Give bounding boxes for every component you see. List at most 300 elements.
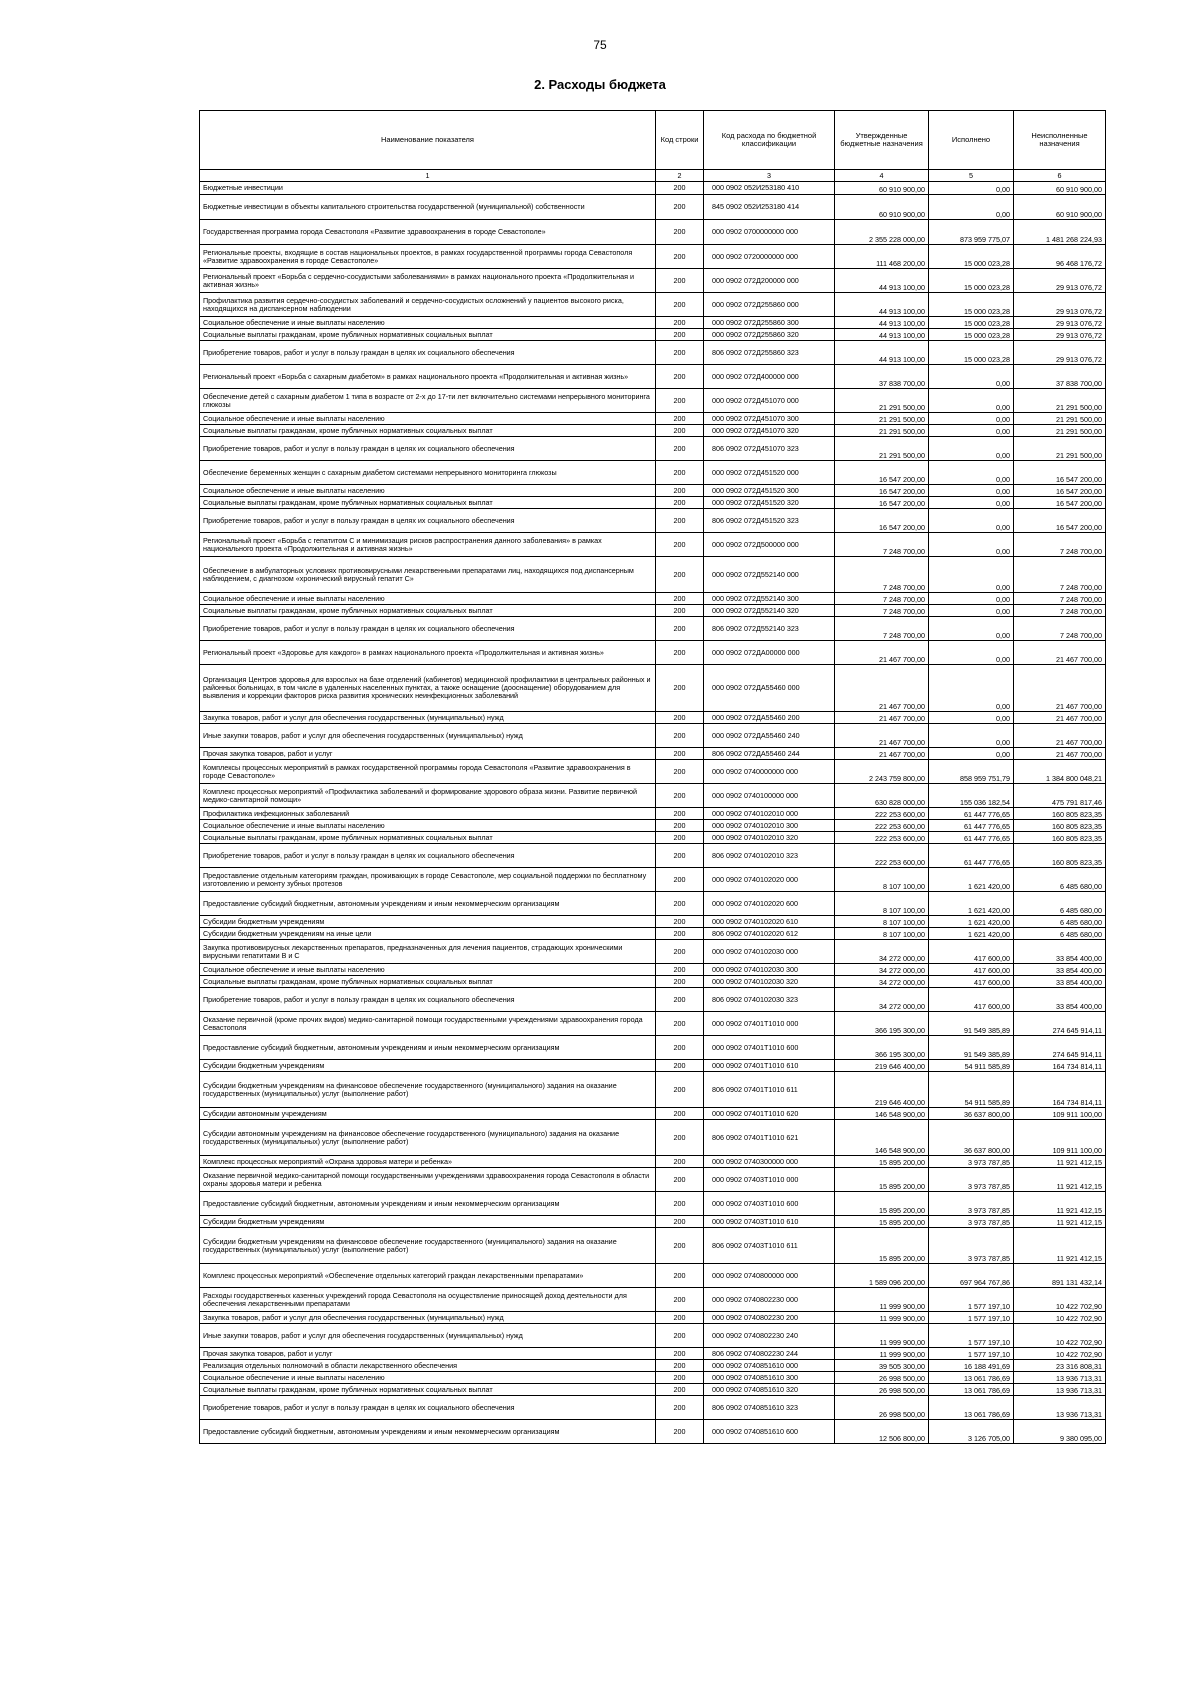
table-row xyxy=(200,832,1106,844)
row-executed: 155 036 182,54 xyxy=(929,784,1014,808)
row-name: Предоставление субсидий бюджетным, автономным учреждениям и иным некоммерческим организациям xyxy=(200,1192,656,1216)
row-approved: 16 547 200,00 xyxy=(835,485,929,497)
row-kbk: 806 0902 072Д552140 323 xyxy=(704,617,835,641)
row-kbk: 000 0902 07401Т1010 600 xyxy=(704,1036,835,1060)
row-kbk: 000 0902 0740102010 000 xyxy=(704,808,835,820)
table-row xyxy=(200,844,1106,868)
row-unexecuted: 23 316 808,31 xyxy=(1014,1360,1106,1372)
row-approved: 222 253 600,00 xyxy=(835,808,929,820)
row-approved: 34 272 000,00 xyxy=(835,964,929,976)
row-unexecuted: 13 936 713,31 xyxy=(1014,1384,1106,1396)
row-name: Приобретение товаров, работ и услуг в пользу граждан в целях их социального обеспечения xyxy=(200,988,656,1012)
row-unexecuted: 21 291 500,00 xyxy=(1014,425,1106,437)
row-kbk: 000 0902 072Д200000 000 xyxy=(704,269,835,293)
row-name: Обеспечение в амбулаторных условиях противовирусными лекарственными препаратами лиц, находящихся под диспансерным наблюдением, с диагнозом «хронический вирусный гепатит С» xyxy=(200,557,656,593)
table-row xyxy=(200,1228,1106,1264)
row-kbk: 806 0902 0740851610 323 xyxy=(704,1396,835,1420)
table-row xyxy=(200,928,1106,940)
row-approved: 15 895 200,00 xyxy=(835,1216,929,1228)
row-code: 200 xyxy=(656,293,704,317)
row-executed: 0,00 xyxy=(929,665,1014,712)
row-approved: 16 547 200,00 xyxy=(835,461,929,485)
row-kbk: 806 0902 072Д255860 323 xyxy=(704,341,835,365)
header-unexecuted: Неисполненные назначения xyxy=(1014,111,1106,170)
row-executed: 13 061 786,69 xyxy=(929,1372,1014,1384)
row-kbk: 000 0902 0740102030 300 xyxy=(704,964,835,976)
row-kbk: 000 0902 072Д451070 300 xyxy=(704,413,835,425)
row-code: 200 xyxy=(656,1120,704,1156)
row-name: Субсидии автономным учреждениям на финансовое обеспечение государственного (муниципального) задания на оказание государственных (муниципальных) услуг (выполнение работ) xyxy=(200,1120,656,1156)
row-unexecuted: 16 547 200,00 xyxy=(1014,461,1106,485)
row-unexecuted: 33 854 400,00 xyxy=(1014,988,1106,1012)
row-code: 200 xyxy=(656,1036,704,1060)
row-approved: 7 248 700,00 xyxy=(835,617,929,641)
table-row xyxy=(200,1192,1106,1216)
row-unexecuted: 160 805 823,35 xyxy=(1014,820,1106,832)
row-approved: 219 646 400,00 xyxy=(835,1072,929,1108)
table-row xyxy=(200,1264,1106,1288)
row-executed: 15 000 023,28 xyxy=(929,341,1014,365)
row-executed: 1 621 420,00 xyxy=(929,928,1014,940)
row-code: 200 xyxy=(656,641,704,665)
row-approved: 222 253 600,00 xyxy=(835,820,929,832)
row-kbk: 845 0902 052И253180 414 xyxy=(704,195,835,220)
row-code: 200 xyxy=(656,976,704,988)
row-unexecuted: 164 734 814,11 xyxy=(1014,1060,1106,1072)
row-kbk: 000 0902 072Д500000 000 xyxy=(704,533,835,557)
row-code: 200 xyxy=(656,509,704,533)
row-unexecuted: 6 485 680,00 xyxy=(1014,928,1106,940)
table-row xyxy=(200,1072,1106,1108)
row-executed: 91 549 385,89 xyxy=(929,1036,1014,1060)
row-unexecuted: 13 936 713,31 xyxy=(1014,1396,1106,1420)
row-unexecuted: 10 422 702,90 xyxy=(1014,1348,1106,1360)
row-unexecuted: 21 467 700,00 xyxy=(1014,641,1106,665)
row-unexecuted: 16 547 200,00 xyxy=(1014,497,1106,509)
row-code: 200 xyxy=(656,413,704,425)
table-row xyxy=(200,1216,1106,1228)
row-executed: 3 973 787,85 xyxy=(929,1216,1014,1228)
table-row xyxy=(200,1348,1106,1360)
row-kbk: 000 0902 0740100000 000 xyxy=(704,784,835,808)
row-kbk: 000 0902 072Д451520 000 xyxy=(704,461,835,485)
row-approved: 222 253 600,00 xyxy=(835,844,929,868)
row-unexecuted: 9 380 095,00 xyxy=(1014,1420,1106,1444)
row-name: Прочая закупка товаров, работ и услуг xyxy=(200,1348,656,1360)
row-unexecuted: 109 911 100,00 xyxy=(1014,1120,1106,1156)
row-executed: 0,00 xyxy=(929,365,1014,389)
row-name: Социальное обеспечение и иные выплаты населению xyxy=(200,317,656,329)
row-approved: 219 646 400,00 xyxy=(835,1060,929,1072)
row-kbk: 000 0902 072Д552140 000 xyxy=(704,557,835,593)
row-kbk: 000 0902 0740851610 320 xyxy=(704,1384,835,1396)
table-row xyxy=(200,760,1106,784)
table-row xyxy=(200,605,1106,617)
row-kbk: 806 0902 072Д451070 323 xyxy=(704,437,835,461)
row-kbk: 000 0902 072Д451070 320 xyxy=(704,425,835,437)
row-code: 200 xyxy=(656,1360,704,1372)
row-executed: 61 447 776,65 xyxy=(929,832,1014,844)
row-unexecuted: 7 248 700,00 xyxy=(1014,605,1106,617)
row-executed: 0,00 xyxy=(929,485,1014,497)
row-code: 200 xyxy=(656,1324,704,1348)
row-name: Субсидии бюджетным учреждениям на иные цели xyxy=(200,928,656,940)
row-approved: 2 243 759 800,00 xyxy=(835,760,929,784)
row-code: 200 xyxy=(656,784,704,808)
row-executed: 0,00 xyxy=(929,748,1014,760)
row-executed: 15 000 023,28 xyxy=(929,245,1014,269)
row-executed: 61 447 776,65 xyxy=(929,844,1014,868)
table-row xyxy=(200,1420,1106,1444)
row-approved: 12 506 800,00 xyxy=(835,1420,929,1444)
table-row xyxy=(200,365,1106,389)
table-row xyxy=(200,1324,1106,1348)
row-kbk: 000 0902 07403Т1010 610 xyxy=(704,1216,835,1228)
row-approved: 111 468 200,00 xyxy=(835,245,929,269)
row-name: Социальные выплаты гражданам, кроме публичных нормативных социальных выплат xyxy=(200,605,656,617)
row-name: Приобретение товаров, работ и услуг в пользу граждан в целях их социального обеспечения xyxy=(200,437,656,461)
column-number: 5 xyxy=(929,170,1014,182)
row-name: Закупка противовирусных лекарственных препаратов, предназначенных для лечения пациентов, страдающих хроническими вирусными гепатитами В и С xyxy=(200,940,656,964)
row-code: 200 xyxy=(656,1228,704,1264)
row-code: 200 xyxy=(656,1216,704,1228)
row-approved: 630 828 000,00 xyxy=(835,784,929,808)
row-unexecuted: 11 921 412,15 xyxy=(1014,1168,1106,1192)
row-code: 200 xyxy=(656,1072,704,1108)
row-executed: 0,00 xyxy=(929,533,1014,557)
row-unexecuted: 11 921 412,15 xyxy=(1014,1192,1106,1216)
row-name: Региональный проект «Борьба с сердечно-сосудистыми заболеваниями» в рамках национального проекта «Продолжительная и активная жизнь» xyxy=(200,269,656,293)
row-unexecuted: 475 791 817,46 xyxy=(1014,784,1106,808)
table-row xyxy=(200,195,1106,220)
row-name: Реализация отдельных полномочий в области лекарственного обеспечения xyxy=(200,1360,656,1372)
row-name: Субсидии бюджетным учреждениям на финансовое обеспечение государственного (муниципального) задания на оказание государственных (муниципальных) услуг (выполнение работ) xyxy=(200,1228,656,1264)
row-name: Социальные выплаты гражданам, кроме публичных нормативных социальных выплат xyxy=(200,497,656,509)
row-approved: 8 107 100,00 xyxy=(835,916,929,928)
row-kbk: 806 0902 0740102030 323 xyxy=(704,988,835,1012)
row-approved: 146 548 900,00 xyxy=(835,1120,929,1156)
row-approved: 44 913 100,00 xyxy=(835,293,929,317)
row-approved: 21 291 500,00 xyxy=(835,437,929,461)
row-approved: 16 547 200,00 xyxy=(835,509,929,533)
table-row xyxy=(200,329,1106,341)
row-unexecuted: 29 913 076,72 xyxy=(1014,293,1106,317)
row-code: 200 xyxy=(656,1288,704,1312)
row-unexecuted: 29 913 076,72 xyxy=(1014,329,1106,341)
row-approved: 2 355 228 000,00 xyxy=(835,220,929,245)
row-code: 200 xyxy=(656,1156,704,1168)
column-number: 6 xyxy=(1014,170,1106,182)
row-approved: 15 895 200,00 xyxy=(835,1156,929,1168)
row-name: Приобретение товаров, работ и услуг в пользу граждан в целях их социального обеспечения xyxy=(200,1396,656,1420)
table-row xyxy=(200,665,1106,712)
row-unexecuted: 21 467 700,00 xyxy=(1014,665,1106,712)
table-row xyxy=(200,497,1106,509)
table-row xyxy=(200,245,1106,269)
row-name: Комплексы процессных мероприятий в рамках государственной программы города Севастополя «Развитие здравоохранения в городе Севастополе» xyxy=(200,760,656,784)
row-kbk: 000 0902 07401Т1010 000 xyxy=(704,1012,835,1036)
row-code: 200 xyxy=(656,485,704,497)
table-header-row xyxy=(200,111,1106,170)
row-unexecuted: 11 921 412,15 xyxy=(1014,1156,1106,1168)
row-name: Субсидии бюджетным учреждениям xyxy=(200,1216,656,1228)
row-executed: 0,00 xyxy=(929,593,1014,605)
row-approved: 44 913 100,00 xyxy=(835,341,929,365)
row-code: 200 xyxy=(656,220,704,245)
row-executed: 0,00 xyxy=(929,724,1014,748)
row-executed: 15 000 023,28 xyxy=(929,269,1014,293)
row-approved: 8 107 100,00 xyxy=(835,892,929,916)
row-code: 200 xyxy=(656,329,704,341)
row-code: 200 xyxy=(656,844,704,868)
row-name: Предоставление субсидий бюджетным, автономным учреждениям и иным некоммерческим организациям xyxy=(200,1036,656,1060)
row-name: Социальные выплаты гражданам, кроме публичных нормативных социальных выплат xyxy=(200,1384,656,1396)
table-row xyxy=(200,533,1106,557)
row-unexecuted: 109 911 100,00 xyxy=(1014,1108,1106,1120)
row-executed: 1 621 420,00 xyxy=(929,868,1014,892)
row-approved: 7 248 700,00 xyxy=(835,557,929,593)
row-name: Субсидии бюджетным учреждениям xyxy=(200,1060,656,1072)
row-unexecuted: 16 547 200,00 xyxy=(1014,485,1106,497)
table-row xyxy=(200,641,1106,665)
row-code: 200 xyxy=(656,712,704,724)
row-kbk: 000 0902 0720000000 000 xyxy=(704,245,835,269)
row-approved: 26 998 500,00 xyxy=(835,1396,929,1420)
row-executed: 417 600,00 xyxy=(929,976,1014,988)
row-name: Субсидии автономным учреждениям xyxy=(200,1108,656,1120)
row-executed: 3 973 787,85 xyxy=(929,1168,1014,1192)
row-name: Комплекс процессных мероприятий «Обеспечение отдельных категорий граждан лекарственными препаратами» xyxy=(200,1264,656,1288)
row-code: 200 xyxy=(656,665,704,712)
column-number: 4 xyxy=(835,170,929,182)
row-code: 200 xyxy=(656,365,704,389)
table-row xyxy=(200,425,1106,437)
row-executed: 0,00 xyxy=(929,413,1014,425)
row-approved: 21 291 500,00 xyxy=(835,389,929,413)
row-executed: 697 964 767,86 xyxy=(929,1264,1014,1288)
row-executed: 1 621 420,00 xyxy=(929,916,1014,928)
row-approved: 44 913 100,00 xyxy=(835,269,929,293)
table-row xyxy=(200,461,1106,485)
row-unexecuted: 160 805 823,35 xyxy=(1014,844,1106,868)
row-unexecuted: 1 384 800 048,21 xyxy=(1014,760,1106,784)
row-unexecuted: 7 248 700,00 xyxy=(1014,557,1106,593)
table-row xyxy=(200,1036,1106,1060)
row-executed: 15 000 023,28 xyxy=(929,329,1014,341)
header-kbk: Код расхода по бюджетной классификации xyxy=(704,111,835,170)
table-row xyxy=(200,1312,1106,1324)
table-body xyxy=(200,182,1106,1444)
row-name: Региональный проект «Борьба с гепатитом С и минимизация рисков распространения данного заболевания» в рамках национального проекта «Продолжительная и активная жизнь» xyxy=(200,533,656,557)
row-kbk: 000 0902 07401Т1010 620 xyxy=(704,1108,835,1120)
row-executed: 858 959 751,79 xyxy=(929,760,1014,784)
row-executed: 13 061 786,69 xyxy=(929,1384,1014,1396)
row-name: Комплекс процессных мероприятий «Охрана здоровья матери и ребенка» xyxy=(200,1156,656,1168)
row-code: 200 xyxy=(656,916,704,928)
row-kbk: 000 0902 072Д255860 320 xyxy=(704,329,835,341)
row-executed: 1 577 197,10 xyxy=(929,1348,1014,1360)
row-kbk: 806 0902 072Д451520 323 xyxy=(704,509,835,533)
table-row xyxy=(200,317,1106,329)
row-code: 200 xyxy=(656,964,704,976)
row-name: Комплекс процессных мероприятий «Профилактика заболеваний и формирование здорового образа жизни. Развитие первичной медико-санитарной помощи» xyxy=(200,784,656,808)
table-row xyxy=(200,784,1106,808)
row-approved: 146 548 900,00 xyxy=(835,1108,929,1120)
row-name: Социальное обеспечение и иные выплаты населению xyxy=(200,485,656,497)
row-kbk: 000 0902 0740102020 610 xyxy=(704,916,835,928)
row-unexecuted: 60 910 900,00 xyxy=(1014,195,1106,220)
row-approved: 21 467 700,00 xyxy=(835,665,929,712)
row-kbk: 000 0902 0740102010 320 xyxy=(704,832,835,844)
row-kbk: 000 0902 072Д552140 300 xyxy=(704,593,835,605)
row-kbk: 806 0902 07401Т1010 611 xyxy=(704,1072,835,1108)
row-approved: 26 998 500,00 xyxy=(835,1384,929,1396)
row-code: 200 xyxy=(656,605,704,617)
row-executed: 1 577 197,10 xyxy=(929,1324,1014,1348)
row-approved: 60 910 900,00 xyxy=(835,182,929,195)
row-name: Оказание первичной (кроме прочих видов) медико-санитарной помощи государственными учреждениями здравоохранения города Севастополя xyxy=(200,1012,656,1036)
row-kbk: 806 0902 0740102010 323 xyxy=(704,844,835,868)
row-code: 200 xyxy=(656,940,704,964)
row-unexecuted: 60 910 900,00 xyxy=(1014,182,1106,195)
row-unexecuted: 21 467 700,00 xyxy=(1014,712,1106,724)
table-row xyxy=(200,808,1106,820)
table-row xyxy=(200,820,1106,832)
row-code: 200 xyxy=(656,988,704,1012)
row-approved: 15 895 200,00 xyxy=(835,1168,929,1192)
row-name: Приобретение товаров, работ и услуг в пользу граждан в целях их социального обеспечения xyxy=(200,509,656,533)
row-unexecuted: 21 467 700,00 xyxy=(1014,724,1106,748)
row-name: Социальные выплаты гражданам, кроме публичных нормативных социальных выплат xyxy=(200,329,656,341)
row-code: 200 xyxy=(656,617,704,641)
table-row xyxy=(200,976,1106,988)
header-name: Наименование показателя xyxy=(200,111,656,170)
row-approved: 11 999 900,00 xyxy=(835,1324,929,1348)
row-approved: 8 107 100,00 xyxy=(835,928,929,940)
row-executed: 873 959 775,07 xyxy=(929,220,1014,245)
row-unexecuted: 16 547 200,00 xyxy=(1014,509,1106,533)
budget-expenses-table xyxy=(199,110,1106,1444)
row-kbk: 000 0902 072ДА55460 200 xyxy=(704,712,835,724)
row-approved: 21 467 700,00 xyxy=(835,748,929,760)
row-kbk: 000 0902 0740102030 000 xyxy=(704,940,835,964)
row-approved: 21 467 700,00 xyxy=(835,712,929,724)
row-executed: 0,00 xyxy=(929,617,1014,641)
row-name: Профилактика развития сердечно-сосудистых заболеваний и сердечно-сосудистых осложнений у пациентов высокого риска, находящихся на диспансерном наблюдении xyxy=(200,293,656,317)
row-executed: 0,00 xyxy=(929,605,1014,617)
row-kbk: 000 0902 0740102030 320 xyxy=(704,976,835,988)
row-executed: 1 577 197,10 xyxy=(929,1312,1014,1324)
row-code: 200 xyxy=(656,1168,704,1192)
row-executed: 0,00 xyxy=(929,461,1014,485)
row-code: 200 xyxy=(656,832,704,844)
row-name: Социальное обеспечение и иные выплаты населению xyxy=(200,593,656,605)
table-row xyxy=(200,413,1106,425)
row-unexecuted: 29 913 076,72 xyxy=(1014,341,1106,365)
column-number: 1 xyxy=(200,170,656,182)
row-name: Приобретение товаров, работ и услуг в пользу граждан в целях их социального обеспечения xyxy=(200,341,656,365)
row-executed: 417 600,00 xyxy=(929,940,1014,964)
row-name: Региональные проекты, входящие в состав национальных проектов, в рамках государственной программы города Севастополя «Развитие здравоохранения в городе Севастополе» xyxy=(200,245,656,269)
column-number: 2 xyxy=(656,170,704,182)
table-row xyxy=(200,1012,1106,1036)
row-unexecuted: 11 921 412,15 xyxy=(1014,1228,1106,1264)
row-name: Иные закупки товаров, работ и услуг для обеспечения государственных (муниципальных) нужд xyxy=(200,1324,656,1348)
row-unexecuted: 33 854 400,00 xyxy=(1014,964,1106,976)
row-name: Обеспечение беременных женщин с сахарным диабетом системами непрерывного мониторинга глюкозы xyxy=(200,461,656,485)
row-unexecuted: 274 645 914,11 xyxy=(1014,1036,1106,1060)
table-row xyxy=(200,940,1106,964)
row-approved: 11 999 900,00 xyxy=(835,1288,929,1312)
row-name: Социальное обеспечение и иные выплаты населению xyxy=(200,820,656,832)
row-approved: 7 248 700,00 xyxy=(835,533,929,557)
row-unexecuted: 11 921 412,15 xyxy=(1014,1216,1106,1228)
row-name: Предоставление субсидий бюджетным, автономным учреждениям и иным некоммерческим организациям xyxy=(200,1420,656,1444)
table-row xyxy=(200,712,1106,724)
table-row xyxy=(200,593,1106,605)
row-code: 200 xyxy=(656,820,704,832)
row-unexecuted: 29 913 076,72 xyxy=(1014,317,1106,329)
table-row xyxy=(200,182,1106,195)
row-executed: 0,00 xyxy=(929,557,1014,593)
row-code: 200 xyxy=(656,928,704,940)
row-executed: 36 637 800,00 xyxy=(929,1120,1014,1156)
row-name: Обеспечение детей с сахарным диабетом 1 типа в возрасте от 2-х до 17-ти лет включительно системами непрерывного мониторинга глюкозы xyxy=(200,389,656,413)
page-number: 75 xyxy=(593,38,607,52)
row-approved: 8 107 100,00 xyxy=(835,868,929,892)
row-approved: 21 467 700,00 xyxy=(835,724,929,748)
row-code: 200 xyxy=(656,593,704,605)
row-unexecuted: 7 248 700,00 xyxy=(1014,593,1106,605)
row-kbk: 000 0902 0740802230 000 xyxy=(704,1288,835,1312)
row-unexecuted: 10 422 702,90 xyxy=(1014,1288,1106,1312)
row-code: 200 xyxy=(656,1372,704,1384)
row-name: Иные закупки товаров, работ и услуг для обеспечения государственных (муниципальных) нужд xyxy=(200,724,656,748)
row-approved: 44 913 100,00 xyxy=(835,317,929,329)
row-code: 200 xyxy=(656,1264,704,1288)
row-kbk: 806 0902 0740802230 244 xyxy=(704,1348,835,1360)
row-unexecuted: 6 485 680,00 xyxy=(1014,916,1106,928)
row-code: 200 xyxy=(656,557,704,593)
row-executed: 0,00 xyxy=(929,641,1014,665)
table-row xyxy=(200,1108,1106,1120)
row-name: Региональный проект «Борьба с сахарным диабетом» в рамках национального проекта «Продолжительная и активная жизнь» xyxy=(200,365,656,389)
row-code: 200 xyxy=(656,317,704,329)
row-kbk: 806 0902 0740102020 612 xyxy=(704,928,835,940)
row-unexecuted: 33 854 400,00 xyxy=(1014,940,1106,964)
row-executed: 0,00 xyxy=(929,712,1014,724)
row-code: 200 xyxy=(656,724,704,748)
row-name: Субсидии бюджетным учреждениям на финансовое обеспечение государственного (муниципального) задания на оказание государственных (муниципальных) услуг (выполнение работ) xyxy=(200,1072,656,1108)
row-executed: 0,00 xyxy=(929,509,1014,533)
row-kbk: 000 0902 0740102020 600 xyxy=(704,892,835,916)
row-kbk: 000 0902 052И253180 410 xyxy=(704,182,835,195)
row-unexecuted: 21 291 500,00 xyxy=(1014,413,1106,425)
row-approved: 366 195 300,00 xyxy=(835,1012,929,1036)
row-code: 200 xyxy=(656,245,704,269)
row-code: 200 xyxy=(656,1396,704,1420)
row-unexecuted: 29 913 076,72 xyxy=(1014,269,1106,293)
row-unexecuted: 7 248 700,00 xyxy=(1014,533,1106,557)
row-unexecuted: 160 805 823,35 xyxy=(1014,832,1106,844)
row-code: 200 xyxy=(656,341,704,365)
row-approved: 37 838 700,00 xyxy=(835,365,929,389)
row-kbk: 000 0902 072ДА55460 000 xyxy=(704,665,835,712)
row-approved: 21 291 500,00 xyxy=(835,425,929,437)
row-unexecuted: 21 467 700,00 xyxy=(1014,748,1106,760)
row-unexecuted: 891 131 432,14 xyxy=(1014,1264,1106,1288)
row-name: Региональный проект «Здоровье для каждого» в рамках национального проекта «Продолжительная и активная жизнь» xyxy=(200,641,656,665)
